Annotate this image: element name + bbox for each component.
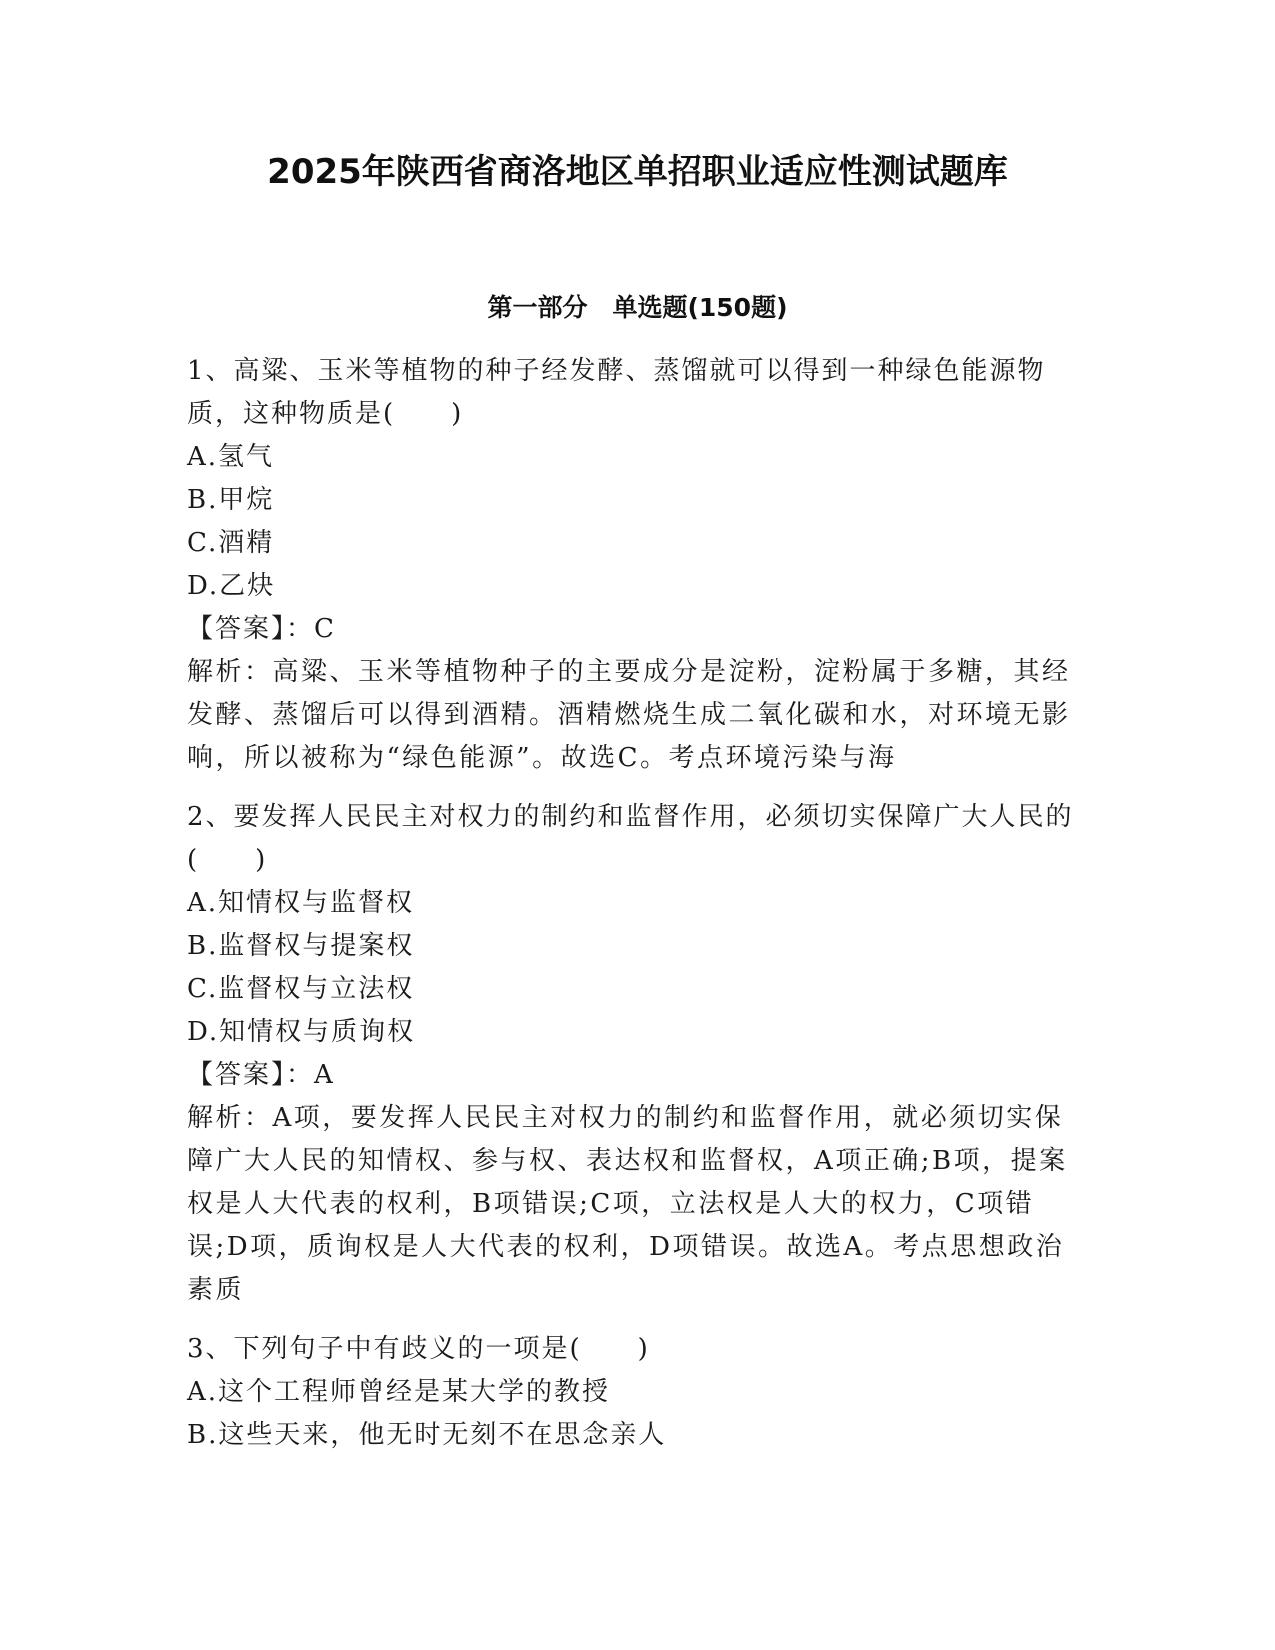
option-b: B.甲烷: [187, 485, 275, 515]
question-1: [187, 350, 1087, 780]
option-c: C.酒精: [187, 528, 275, 558]
question-2: [187, 796, 1087, 1312]
option-d: D.乙炔: [187, 571, 276, 601]
option-a: A.知情权与监督权: [187, 888, 415, 918]
question-3: [187, 1328, 1087, 1457]
answer: 【答案】：A: [187, 1060, 335, 1090]
option-a: A.氢气: [187, 442, 275, 472]
answer: 【答案】：C: [187, 614, 336, 644]
analysis: 解析：高粱、玉米等植物种子的主要成分是淀粉，淀粉属于多糖，其经发酵、蒸馏后可以得到酒精。酒精燃烧生成二氧化碳和水，对环境无影响，所以被称为“绿色能源”。故选C。考点环境污染与海: [187, 657, 1071, 773]
option-b: B.这些天来，他无时无刻不在思念亲人: [187, 1420, 667, 1450]
section-title: 第一部分 单选题(150题): [487, 293, 788, 322]
document-title: 2025年陕西省商洛地区单招职业适应性测试题库: [267, 152, 1008, 192]
option-d: D.知情权与质询权: [187, 1017, 416, 1047]
option-c: C.监督权与立法权: [187, 974, 415, 1004]
analysis: 解析：A项，要发挥人民民主对权力的制约和监督作用，就必须切实保障广大人民的知情权、参与权、表达权和监督权，A项正确;B项，提案权是人大代表的权利，B项错误;C项，立法权是人大的权力，C项错误;D项，质询权是人大代表的权利，D项错误。故选A。考点思想政治素质: [187, 1103, 1068, 1305]
option-b: B.监督权与提案权: [187, 931, 415, 961]
option-a: A.这个工程师曾经是某大学的教授: [187, 1377, 611, 1407]
question-list: [187, 350, 1087, 1473]
question-stem: 1、高粱、玉米等植物的种子经发酵、蒸馏就可以得到一种绿色能源物质，这种物质是( ): [187, 356, 1046, 429]
question-stem: 2、要发挥人民民主对权力的制约和监督作用，必须切实保障广大人民的( ): [187, 802, 1074, 875]
question-stem: 3、下列句子中有歧义的一项是( ): [187, 1334, 650, 1364]
